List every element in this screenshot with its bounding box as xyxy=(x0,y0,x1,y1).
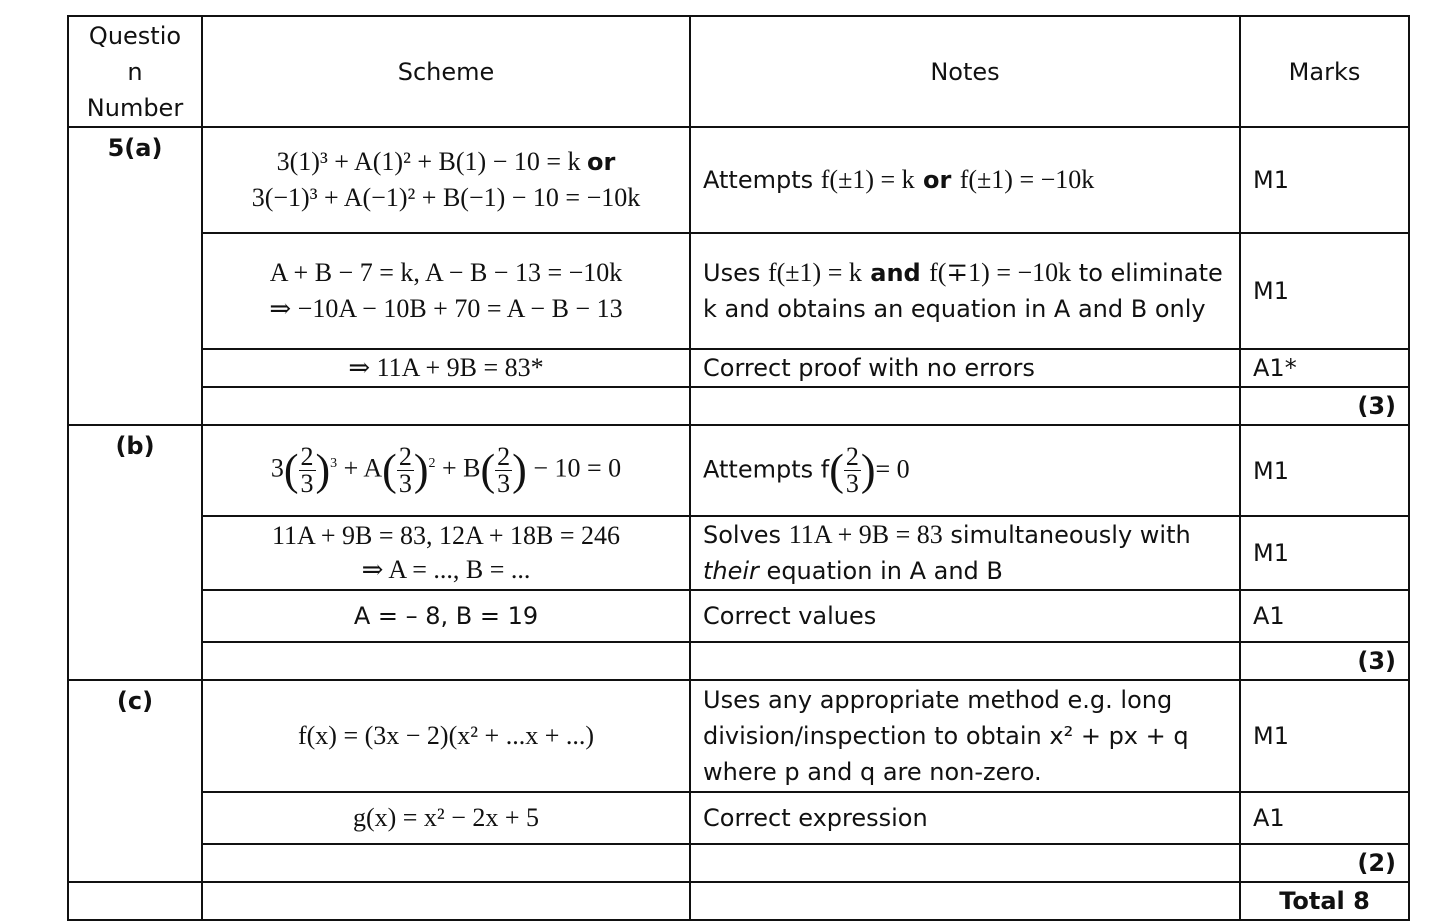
mark-cell: A1 xyxy=(1240,590,1409,642)
notes-cell: Attempts f(±1) = k or f(±1) = −10k xyxy=(690,127,1240,233)
scheme-cell: g(x) = x² − 2x + 5 xyxy=(202,792,690,844)
notes-cell: Correct values xyxy=(690,590,1240,642)
subtotal-a: (3) xyxy=(1240,387,1409,425)
scheme-cell: 3(1)³ + A(1)² + B(1) − 10 = k or 3(−1)³ + A(−1)² + B(−1) − 10 = −10k xyxy=(202,127,690,233)
mark-cell: M1 xyxy=(1240,680,1409,792)
scheme-cell: A = – 8, B = 19 xyxy=(202,590,690,642)
mark-cell: M1 xyxy=(1240,516,1409,590)
question-label-c: (c) xyxy=(68,680,202,882)
scheme-cell: ⇒ 11A + 9B = 83* xyxy=(202,349,690,387)
scheme-cell: A + B − 7 = k, A − B − 13 = −10k ⇒ −10A − 10B + 70 = A − B − 13 xyxy=(202,233,690,349)
subtotal-row xyxy=(68,844,1409,882)
subtotal-b: (3) xyxy=(1240,642,1409,680)
mark-cell: M1 xyxy=(1240,127,1409,233)
subtotal-row xyxy=(68,642,1409,680)
table-row xyxy=(68,590,1409,642)
table-row xyxy=(68,680,1409,792)
notes-cell: Uses f(±1) = k and f(∓1) = −10k to eliminate k and obtains an equation in A and B only xyxy=(690,233,1240,349)
notes-cell: Attempts f( $\frac{2}{3}$ )= 0 xyxy=(690,425,1240,516)
notes-cell: Correct expression xyxy=(690,792,1240,844)
subtotal-c: (2) xyxy=(1240,844,1409,882)
table-row xyxy=(68,792,1409,844)
scheme-cell: 3( $\frac{2}{3}$ )$^3$ + A( $\frac{2}{3}$ )$^2$ + B( $\frac{2}{3}$ ) − 10 = 0 xyxy=(202,425,690,516)
table-row xyxy=(68,127,1409,233)
mark-cell: M1 xyxy=(1240,233,1409,349)
header-notes: Notes xyxy=(690,16,1240,127)
table-row xyxy=(68,233,1409,349)
table-row xyxy=(68,516,1409,590)
question-label-b: (b) xyxy=(68,425,202,680)
mark-cell: M1 xyxy=(1240,425,1409,516)
header-marks: Marks xyxy=(1240,16,1409,127)
total-marks: Total 8 xyxy=(1240,882,1409,920)
mark-scheme-table xyxy=(67,15,1410,921)
header-row xyxy=(68,16,1409,127)
notes-cell: Correct proof with no errors xyxy=(690,349,1240,387)
header-question: Questio n Number xyxy=(68,16,202,127)
question-label-a: 5(a) xyxy=(68,127,202,425)
notes-cell: Uses any appropriate method e.g. long division/inspection to obtain x² + px + q where p and q are non-zero. xyxy=(690,680,1240,792)
scheme-cell: 11A + 9B = 83, 12A + 18B = 246 ⇒ A = ..., B = ... xyxy=(202,516,690,590)
subtotal-row xyxy=(68,387,1409,425)
mark-cell: A1* xyxy=(1240,349,1409,387)
header-scheme: Scheme xyxy=(202,16,690,127)
scheme-cell: f(x) = (3x − 2)(x² + ...x + ...) xyxy=(202,680,690,792)
table-row xyxy=(68,425,1409,516)
table-row xyxy=(68,349,1409,387)
total-row xyxy=(68,882,1409,920)
notes-cell: Solves 11A + 9B = 83 simultaneously with their equation in A and B xyxy=(690,516,1240,590)
mark-cell: A1 xyxy=(1240,792,1409,844)
